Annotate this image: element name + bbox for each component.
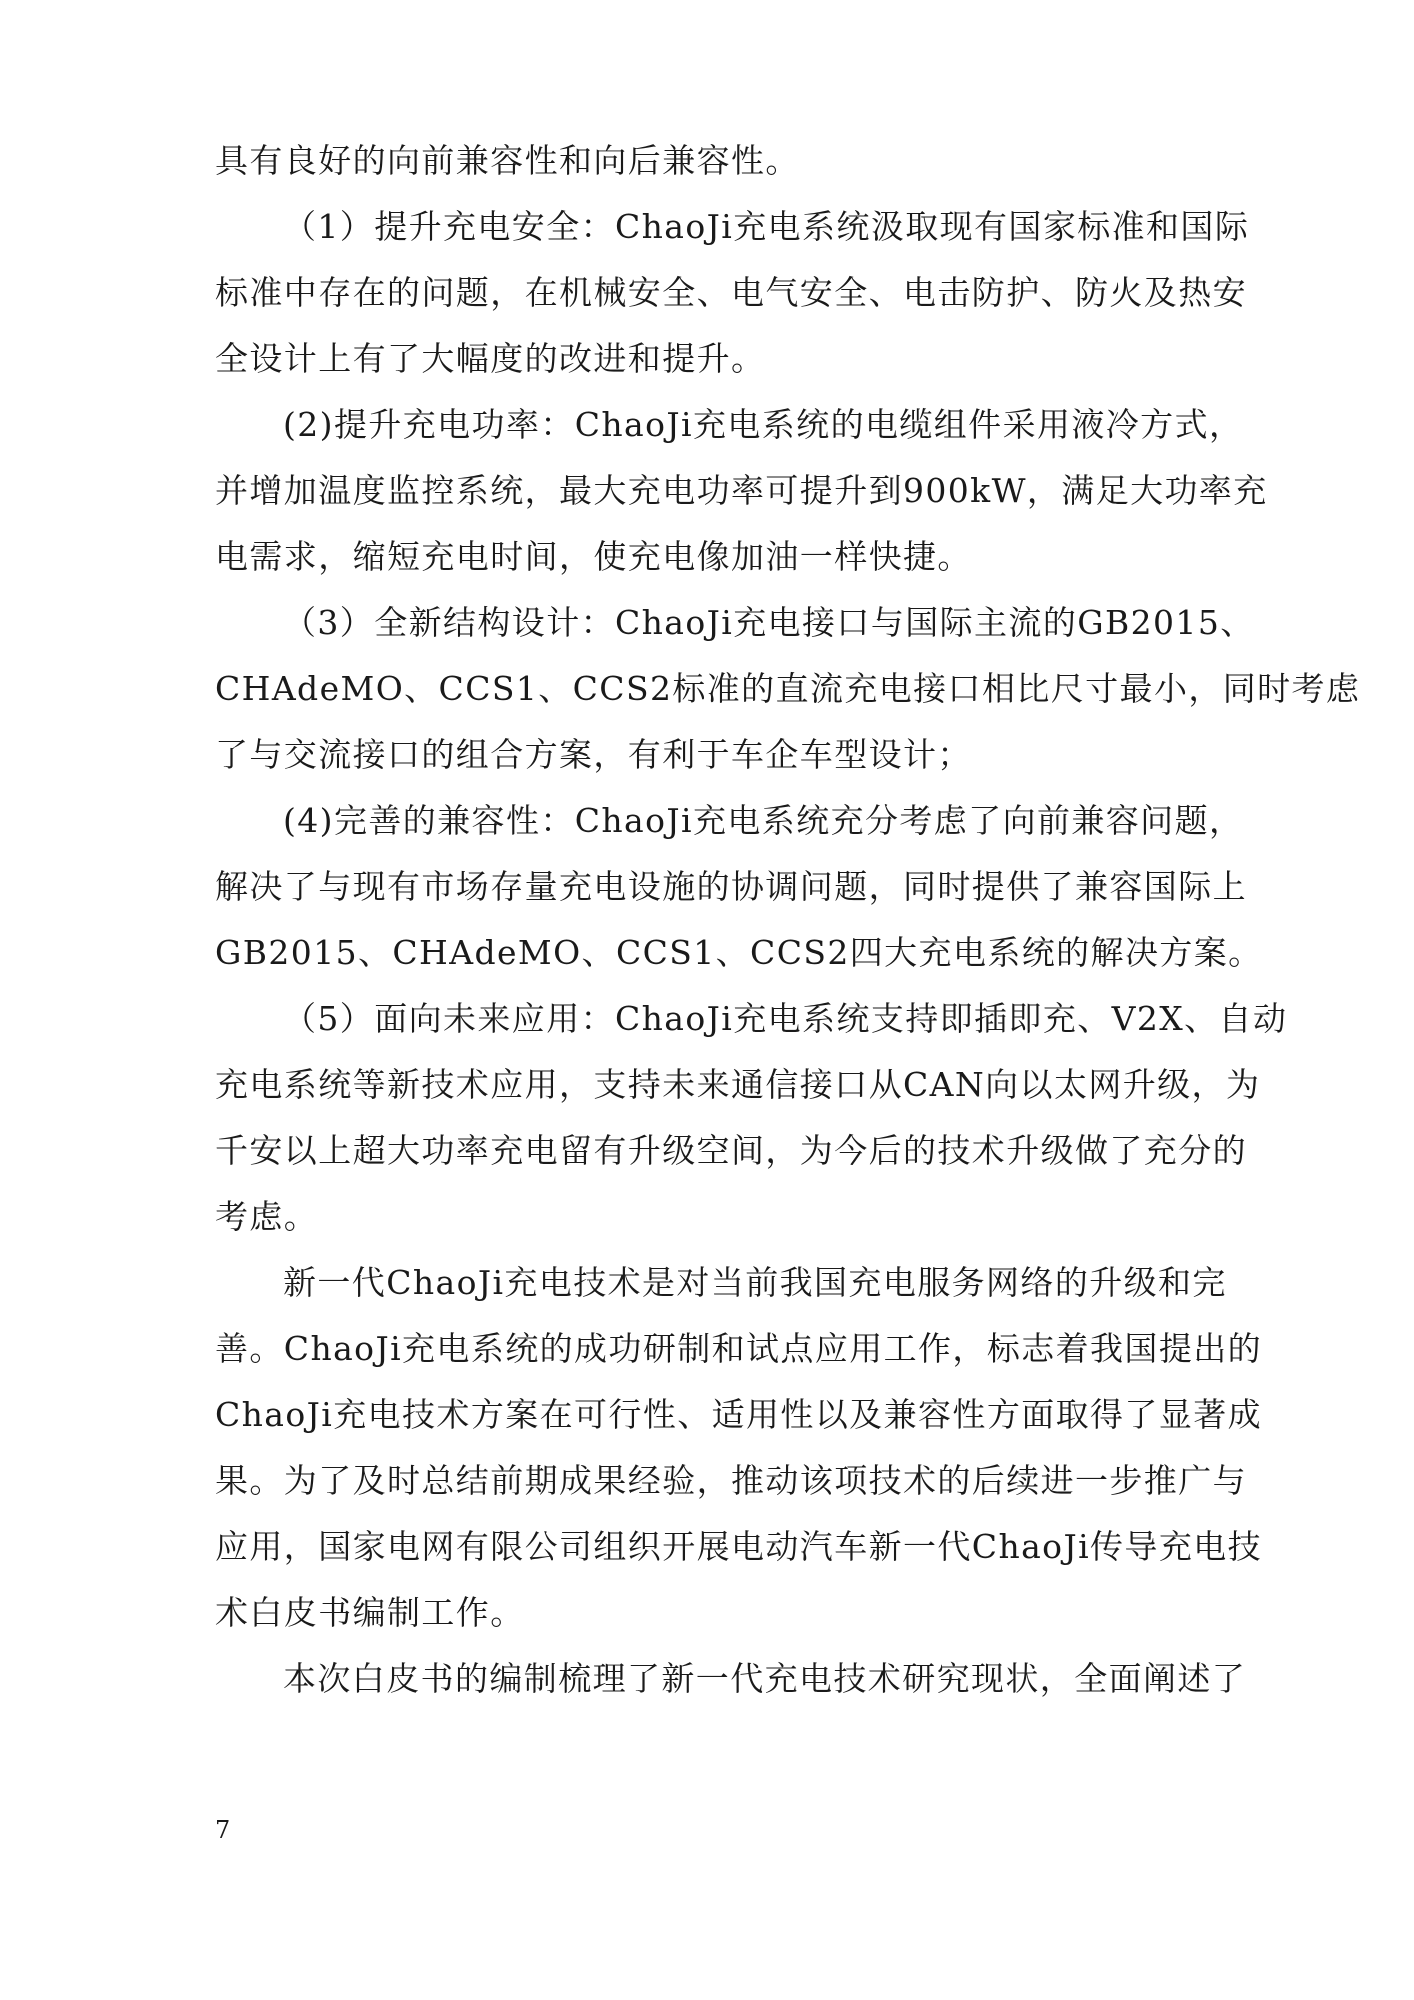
- text-line: 充电系统等新技术应用，支持未来通信接口从CAN向以太网升级，为: [215, 1065, 1261, 1104]
- text-line: 善。ChaoJi充电系统的成功研制和试点应用工作，标志着我国提出的: [215, 1329, 1263, 1368]
- text-line: 千安以上超大功率充电留有升级空间，为今后的技术升级做了充分的: [215, 1131, 1247, 1170]
- text-line: GB2015、CHAdeMO、CCS1、CCS2四大充电系统的解决方案。: [215, 933, 1263, 972]
- text-line: 新一代ChaoJi充电技术是对当前我国充电服务网络的升级和完: [283, 1263, 1227, 1302]
- text-line: (2)提升充电功率：ChaoJi充电系统的电缆组件采用液冷方式，: [283, 405, 1244, 444]
- text-line: （3）全新结构设计：ChaoJi充电接口与国际主流的GB2015、: [283, 603, 1255, 642]
- text-line: 考虑。: [215, 1197, 319, 1236]
- text-line: 了与交流接口的组合方案，有利于车企车型设计；: [215, 735, 972, 774]
- text-line: 应用，国家电网有限公司组织开展电动汽车新一代ChaoJi传导充电技: [215, 1527, 1263, 1566]
- text-line: 并增加温度监控系统，最大充电功率可提升到900kW，满足大功率充: [215, 471, 1268, 510]
- text-line: 标准中存在的问题，在机械安全、电气安全、电击防护、防火及热安: [215, 273, 1247, 312]
- text-line: （5）面向未来应用：ChaoJi充电系统支持即插即充、V2X、自动: [283, 999, 1288, 1038]
- text-line: 解决了与现有市场存量充电设施的协调问题，同时提供了兼容国际上: [215, 867, 1247, 906]
- text-line: ChaoJi充电技术方案在可行性、适用性以及兼容性方面取得了显著成: [215, 1395, 1263, 1434]
- page-number: 7: [215, 1816, 231, 1844]
- text-line: 电需求，缩短充电时间，使充电像加油一样快捷。: [215, 537, 972, 576]
- text-line: （1）提升充电安全：ChaoJi充电系统汲取现有国家标准和国际: [283, 207, 1250, 246]
- text-line: 全设计上有了大幅度的改进和提升。: [215, 339, 766, 378]
- text-line: (4)完善的兼容性：ChaoJi充电系统充分考虑了向前兼容问题，: [283, 801, 1244, 840]
- text-line: 具有良好的向前兼容性和向后兼容性。: [215, 141, 800, 180]
- text-line: 果。为了及时总结前期成果经验，推动该项技术的后续进一步推广与: [215, 1461, 1247, 1500]
- text-line: 本次白皮书的编制梳理了新一代充电技术研究现状，全面阐述了: [283, 1659, 1247, 1698]
- text-line: 术白皮书编制工作。: [215, 1593, 525, 1632]
- text-line: CHAdeMO、CCS1、CCS2标准的直流充电接口相比尺寸最小，同时考虑: [215, 669, 1361, 708]
